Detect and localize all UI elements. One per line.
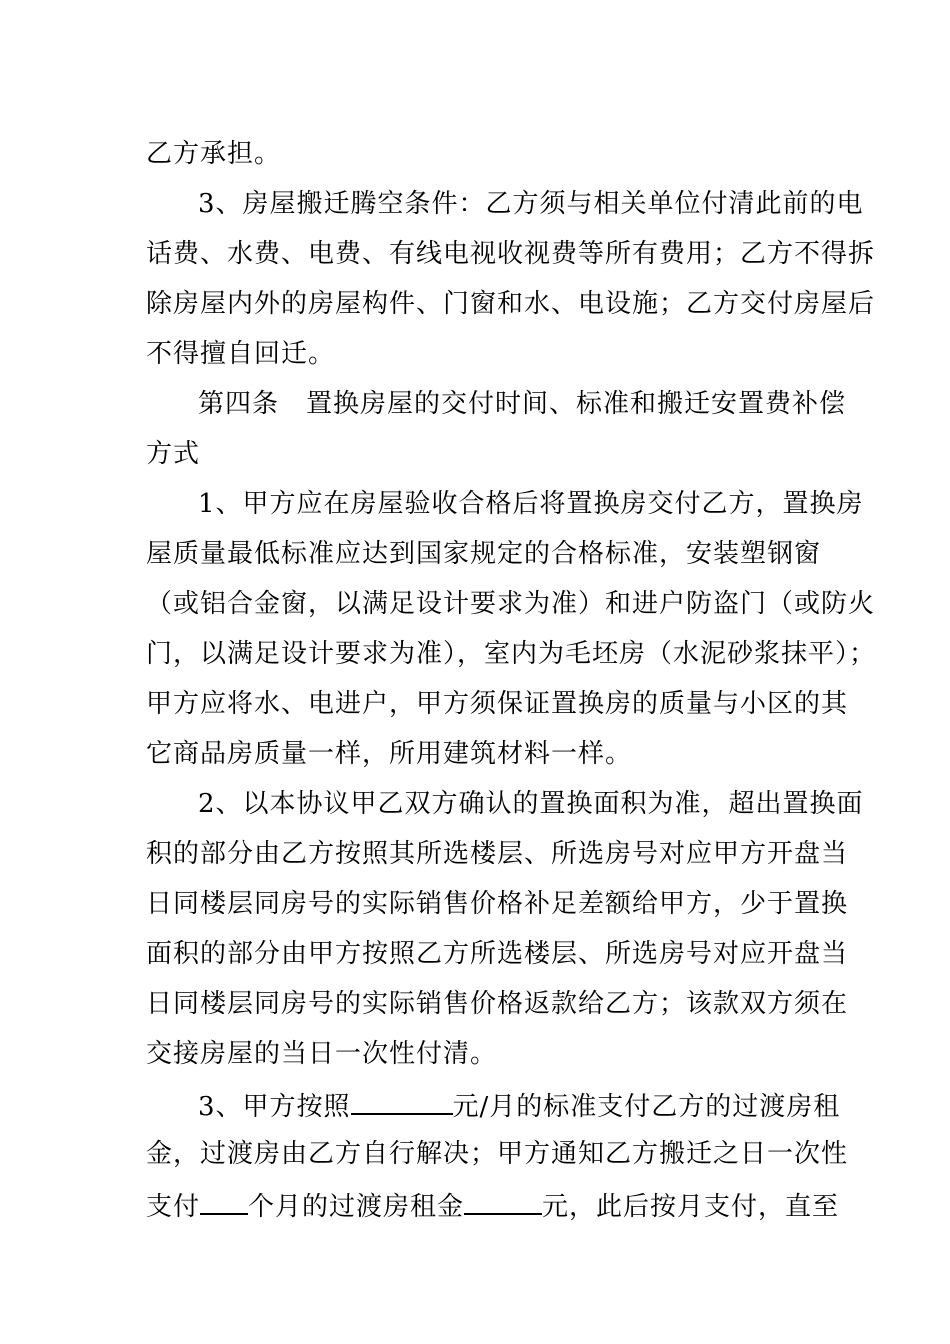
text-line: 2、以本协议甲乙双方确认的置换面积为准，超出置换面: [198, 789, 864, 819]
text-line: 它商品房质量一样，所用建筑材料一样。: [146, 739, 633, 769]
months-blank: [200, 1187, 248, 1215]
text-line: 乙方承担。: [146, 139, 282, 169]
text-line: 除房屋内外的房屋构件、门窗和水、电设施；乙方交付房屋后: [146, 289, 876, 319]
text-line: 甲方应将水、电进户，甲方须保证置换房的质量与小区的其: [146, 689, 849, 719]
rent-clause-text: 支付: [146, 1192, 201, 1222]
rent-clause-text: 元，此后按月支付，直至: [542, 1192, 840, 1222]
text-line: 日同楼层同房号的实际销售价格补足差额给甲方，少于置换: [146, 889, 849, 919]
text-line: 面积的部分由甲方按照乙方所选楼层、所选房号对应开盘当: [146, 939, 849, 969]
text-line: 屋质量最低标准应达到国家规定的合格标准，安装塑钢窗: [146, 539, 822, 569]
monthly-rent-blank: [351, 1087, 453, 1115]
text-line: 门，以满足设计要求为准），室内为毛坯房（水泥砂浆抹平）；: [146, 639, 877, 669]
rent-clause-line-2: 金，过渡房由乙方自行解决；甲方通知乙方搬迁之日一次性: [146, 1139, 849, 1169]
rent-clause-text: 元/月的标准支付乙方的过渡房租: [452, 1092, 841, 1122]
rent-clause-line-1: [198, 1087, 841, 1122]
text-line: 日同楼层同房号的实际销售价格返款给乙方；该款双方须在: [146, 989, 849, 1019]
rent-amount-blank: [464, 1187, 542, 1215]
text-line: 交接房屋的当日一次性付清。: [146, 1039, 498, 1069]
rent-clause-text: 3、甲方按照: [198, 1092, 351, 1122]
section-heading-cont: 方式: [146, 439, 201, 469]
text-line: 话费、水费、电费、有线电视收视费等所有费用；乙方不得拆: [146, 239, 876, 269]
text-line: （或铝合金窗，以满足设计要求为准）和进户防盗门（或防火: [146, 589, 876, 619]
section-heading: 第四条 置换房屋的交付时间、标准和搬迁安置费补偿: [198, 389, 847, 419]
rent-clause-line-3: [146, 1187, 840, 1222]
text-line: 积的部分由乙方按照其所选楼层、所选房号对应甲方开盘当: [146, 839, 849, 869]
text-line: 1、甲方应在房屋验收合格后将置换房交付乙方，置换房: [198, 489, 864, 519]
rent-clause-text: 个月的过渡房租金: [248, 1192, 465, 1222]
text-line: 不得擅自回迁。: [146, 339, 336, 369]
text-line: 3、房屋搬迁腾空条件：乙方须与相关单位付清此前的电: [198, 189, 864, 219]
